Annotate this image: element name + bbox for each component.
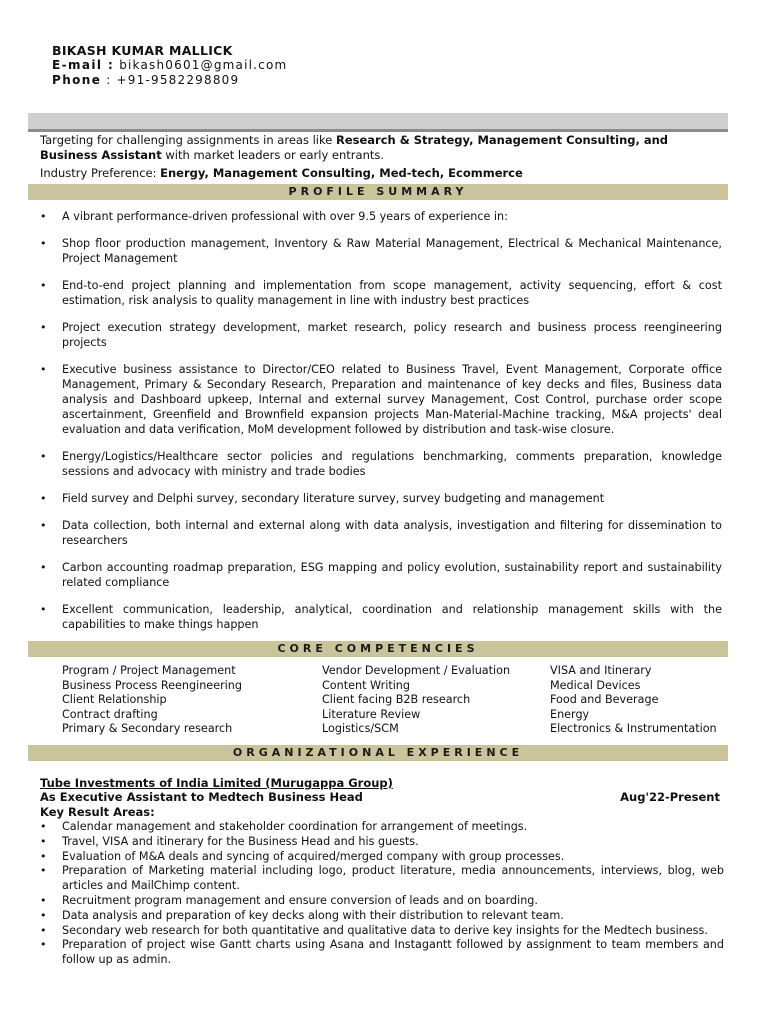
objective-areas: Research & Strategy, Management Consulting, and Business Assistant: [40, 133, 669, 162]
key-result-areas-label: Key Result Areas:: [40, 805, 155, 819]
phone-line: [52, 73, 287, 88]
competency-item: Medical Devices: [550, 678, 641, 692]
competency-item: Primary & Secondary research: [62, 722, 233, 736]
competency-item: Food and Beverage: [550, 693, 659, 707]
competencies-column-3: [550, 664, 717, 737]
header-divider-line: [28, 129, 728, 132]
company-name: Tube Investments of India Limited (Murugappa Group): [40, 776, 393, 790]
competency-item: Contract drafting: [62, 707, 158, 721]
career-objective: [40, 133, 724, 163]
phone-label: Phone: [52, 73, 102, 87]
list-item: • Preparation of project wise Gantt charts using Asana and Instagantt followed by assignment to team members and follow up as admin.: [40, 938, 724, 968]
list-item: • Travel, VISA and itinerary for the Business Head and his guests.: [40, 835, 724, 850]
competency-item: Content Writing: [322, 678, 411, 692]
list-item: • Field survey and Delphi survey, secondary literature survey, survey budgeting and management: [40, 491, 722, 506]
key-result-areas-list: [40, 820, 724, 968]
list-item: • Project execution strategy development, market research, policy research and business process reengineering projects: [40, 320, 722, 350]
header-divider-bar: [28, 113, 728, 129]
list-item: • Executive business assistance to Director/CEO related to Business Travel, Event Management, Corporate office Management, Primary & Secondary Research, Preparation and maintenance of key decks and files, Business data analysis and Dashboard upkeep, Internal and external survey Management, Cost Control, purchase order scope ascertainment, Greenfield and Brownfield expansion projects Man-Material-Machine tracking, M&A projects' deal evaluation and data verification, MoM development followed by distribution and task-wise closure.: [40, 362, 722, 437]
list-item: • Calendar management and stakeholder coordination for arrangement of meetings.: [40, 820, 724, 835]
email-line: [52, 58, 287, 73]
list-item: • Energy/Logistics/Healthcare sector policies and regulations benchmarking, comments preparation, knowledge sessions and advocacy with ministry and trade bodies: [40, 449, 722, 479]
list-item: • Excellent communication, leadership, analytical, coordination and relationship management skills with the capabilities to make things happen: [40, 602, 722, 632]
role-title: As Executive Assistant to Medtech Business Head: [40, 790, 363, 804]
section-heading-profile-summary: PROFILE SUMMARY: [28, 184, 728, 200]
competencies-column-2: [322, 664, 510, 737]
industry-value: Energy, Management Consulting, Med-tech, Ecommerce: [160, 166, 523, 180]
competency-item: VISA and Itinerary: [550, 664, 652, 677]
industry-preference: [40, 166, 523, 181]
list-item: • Data analysis and preparation of key decks along with their distribution to relevant team.: [40, 909, 724, 924]
list-item: • Carbon accounting roadmap preparation, ESG mapping and policy evolution, sustainability report and sustainability related compliance: [40, 560, 722, 590]
list-item: • Secondary web research for both quantitative and qualitative data to derive key insights for the Medtech business.: [40, 924, 724, 939]
candidate-name: BIKASH KUMAR MALLICK: [52, 43, 233, 58]
section-heading-organizational-experience: ORGANIZATIONAL EXPERIENCE: [28, 745, 728, 761]
list-item: • Preparation of Marketing material including logo, product literature, media announcements, interviews, blog, web articles and MailChimp content.: [40, 864, 724, 894]
phone-number: : +91-9582298809: [106, 73, 240, 87]
competency-item: Client facing B2B research: [322, 693, 471, 707]
section-heading-core-competencies: CORE COMPETENCIES: [28, 641, 728, 657]
email-address: bikash0601@gmail.com: [119, 58, 288, 72]
contact-header: [52, 43, 287, 88]
competency-item: Client Relationship: [62, 693, 167, 707]
objective-suffix: with market leaders or early entrants.: [161, 148, 385, 162]
competency-item: Vendor Development / Evaluation: [322, 664, 511, 677]
experience-entry: [40, 776, 724, 968]
list-item: • Shop floor production management, Inventory & Raw Material Management, Electrical & Mechanical Maintenance, Project Management: [40, 236, 722, 266]
email-label: E-mail :: [52, 58, 115, 72]
competency-item: Literature Review: [322, 707, 421, 721]
objective-prefix: Targeting for challenging assignments in areas like: [40, 133, 336, 147]
competency-item: Program / Project Management: [62, 664, 236, 677]
role-row: [40, 790, 724, 805]
list-item: • End-to-end project planning and implementation from scope management, activity sequencing, effort & cost estimation, risk analysis to quality management in line with industry best practices: [40, 278, 722, 308]
competency-item: Energy: [550, 707, 590, 721]
industry-label: Industry Preference:: [40, 166, 161, 180]
profile-summary-list: [40, 209, 722, 644]
competency-item: Business Process Reengineering: [62, 678, 242, 692]
list-item: • A vibrant performance-driven professional with over 9.5 years of experience in:: [40, 209, 722, 224]
competency-item: Electronics & Instrumentation: [550, 722, 717, 736]
list-item: • Recruitment program management and ensure conversion of leads and on boarding.: [40, 894, 724, 909]
list-item: • Data collection, both internal and external along with data analysis, investigation and filtering for dissemination to researchers: [40, 518, 722, 548]
competency-item: Logistics/SCM: [322, 722, 399, 736]
list-item: • Evaluation of M&A deals and syncing of acquired/merged company with group processes.: [40, 850, 724, 865]
role-dates: Aug'22-Present: [620, 790, 720, 804]
competencies-column-1: [62, 664, 242, 737]
